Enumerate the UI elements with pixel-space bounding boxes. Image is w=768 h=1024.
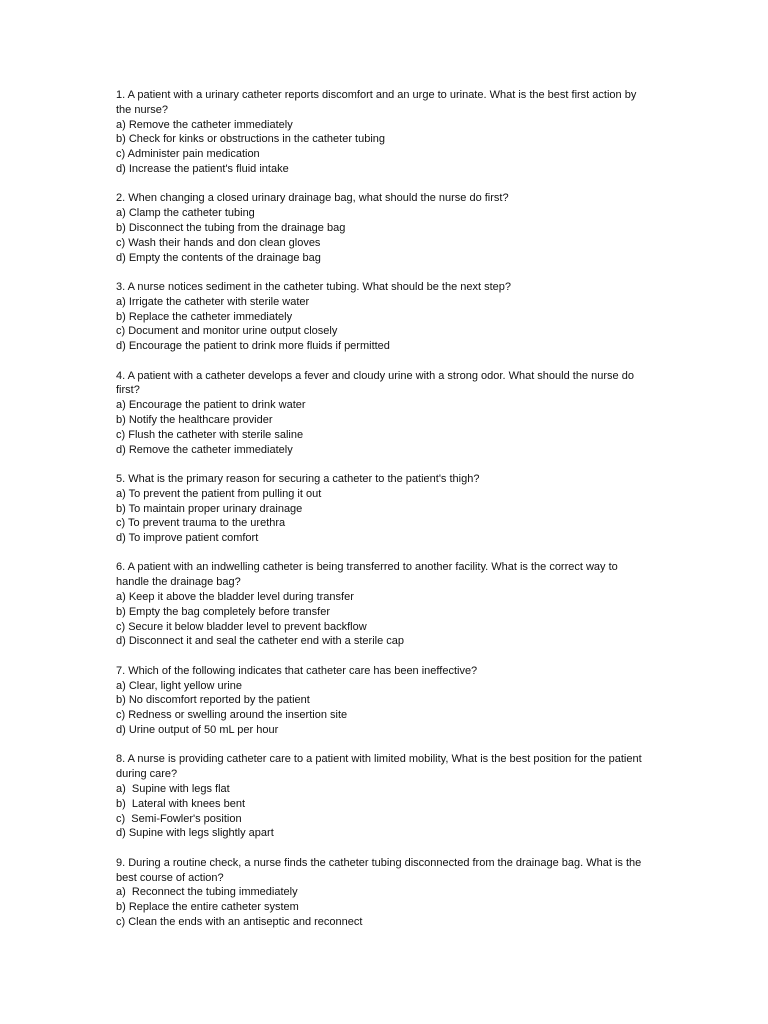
answer-option: b) Empty the bag completely before transfer [116, 605, 330, 618]
answer-option: a) Clamp the catheter tubing [116, 207, 255, 220]
question-stem: 6. A patient with an indwelling catheter is being transferred to another facility. What is the correct way to handle the drainage bag? [116, 561, 621, 589]
answer-option: d) To improve patient comfort [116, 532, 259, 545]
answer-option: d) Empty the contents of the drainage bag [116, 251, 321, 264]
answer-option: a) Clear, light yellow urine [116, 679, 242, 692]
question-9 [116, 856, 646, 930]
answer-option: c) Wash their hands and don clean gloves [116, 236, 321, 249]
answer-option: b) Replace the entire catheter system [116, 901, 299, 914]
question-stem: 8. A nurse is providing catheter care to a patient with limited mobility, What is the best position for the patient during care? [116, 753, 645, 781]
question-2 [116, 191, 646, 265]
answer-option: b) Notify the healthcare provider [116, 413, 273, 426]
answer-option: d) Increase the patient's fluid intake [116, 162, 289, 175]
question-stem: 1. A patient with a urinary catheter reports discomfort and an urge to urinate. What is the best first action by the nurse? [116, 89, 640, 116]
answer-option: c) To prevent trauma to the urethra [116, 517, 286, 530]
answer-option: d) Disconnect it and seal the catheter end with a sterile cap [116, 635, 404, 648]
answer-option: a) Reconnect the tubing immediately [116, 886, 298, 899]
answer-option: d) Supine with legs slightly apart [116, 827, 274, 840]
answer-option: a) To prevent the patient from pulling it out [116, 487, 322, 500]
question-1 [116, 88, 646, 177]
answer-option: a) Keep it above the bladder level during transfer [116, 591, 354, 604]
answer-option: b) Lateral with knees bent [116, 797, 246, 810]
answer-option: c) Document and monitor urine output closely [116, 325, 338, 338]
question-stem: 3. A nurse notices sediment in the catheter tubing. What should be the next step? [116, 280, 512, 293]
question-stem: 7. Which of the following indicates that catheter care has been ineffective? [116, 664, 478, 677]
answer-option: c) Flush the catheter with sterile saline [116, 428, 304, 441]
question-6 [116, 560, 646, 649]
answer-option: b) Disconnect the tubing from the drainage bag [116, 221, 346, 234]
question-stem: 2. When changing a closed urinary drainage bag, what should the nurse do first? [116, 192, 509, 205]
document-page [116, 88, 646, 944]
question-4 [116, 369, 646, 458]
question-stem: 4. A patient with a catheter develops a fever and cloudy urine with a strong odor. What should the nurse do first? [116, 369, 637, 397]
question-5 [116, 472, 646, 546]
answer-option: d) Urine output of 50 mL per hour [116, 724, 279, 737]
answer-option: c) Administer pain medication [116, 148, 260, 161]
answer-option: b) To maintain proper urinary drainage [116, 502, 303, 515]
answer-option: a) Supine with legs flat [116, 783, 230, 796]
question-stem: 5. What is the primary reason for securing a catheter to the patient's thigh? [116, 472, 480, 485]
answer-option: d) Remove the catheter immediately [116, 443, 293, 456]
answer-option: a) Irrigate the catheter with sterile water [116, 295, 310, 308]
answer-option: b) No discomfort reported by the patient [116, 694, 310, 707]
answer-option: a) Remove the catheter immediately [116, 118, 293, 131]
question-stem: 9. During a routine check, a nurse finds the catheter tubing disconnected from the drainage bag. What is the best course of action? [116, 856, 645, 884]
answer-option: c) Semi-Fowler's position [116, 812, 242, 825]
answer-option: b) Check for kinks or obstructions in the catheter tubing [116, 133, 386, 146]
answer-option: b) Replace the catheter immediately [116, 310, 293, 323]
question-8 [116, 752, 646, 841]
answer-option: a) Encourage the patient to drink water [116, 399, 306, 412]
question-3 [116, 280, 646, 354]
answer-option: c) Redness or swelling around the insertion site [116, 709, 348, 722]
question-7 [116, 664, 646, 738]
answer-option: d) Encourage the patient to drink more fluids if permitted [116, 340, 390, 353]
answer-option: c) Clean the ends with an antiseptic and reconnect [116, 916, 363, 928]
answer-option: c) Secure it below bladder level to prevent backflow [116, 620, 367, 633]
